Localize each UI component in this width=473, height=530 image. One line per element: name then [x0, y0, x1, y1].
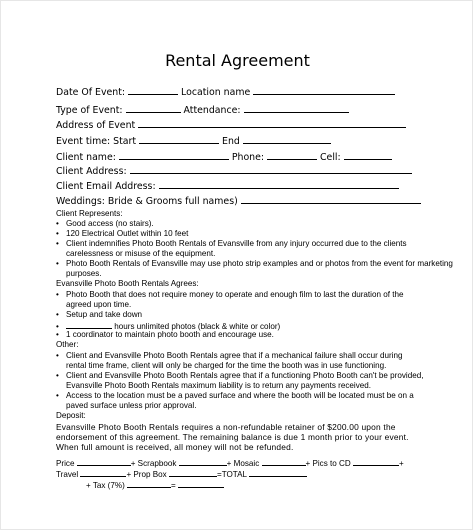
client-contact-row: [56, 151, 392, 164]
travel-label: Travel: [56, 470, 79, 479]
total-label: =TOTAL: [216, 470, 247, 479]
list-item: • Client indemnifies Photo Booth Rentals of Evansville from any injury occurred due to the clients: [56, 239, 407, 248]
list-item: • Good access (no stairs).: [56, 219, 154, 228]
mosaic-label: + Mosaic: [226, 459, 260, 468]
location-name-blank[interactable]: [253, 86, 395, 95]
type-of-event-label: Type of Event:: [56, 105, 123, 116]
scrapbook-label: + Scrapbook: [130, 459, 177, 468]
deposit-heading: Deposit:: [56, 411, 86, 420]
list-item-continuation: rental time frame, client will only be charged for the time the booth was in use functioning.: [66, 361, 387, 370]
deposit-line: endorsement of this agreement. The remaining balance is due 1 month prior to your event.: [56, 432, 409, 442]
list-item-continuation: agreed upon time.: [66, 300, 132, 309]
client-name-blank[interactable]: [119, 151, 229, 160]
weddings-row: [56, 195, 421, 208]
list-item: • Access to the location must be a paved surface and where the booth will be located must be on a: [56, 391, 414, 400]
client-name-label: Client name:: [56, 152, 116, 163]
price-label: Price: [56, 459, 75, 468]
list-item: • Photo Booth that does not require money to operate and enough film to last the duration of the: [56, 290, 404, 299]
weddings-label: Weddings: Bride & Grooms full names): [56, 196, 238, 207]
end-label: End: [222, 136, 240, 147]
list-item: • 1 coordinator to maintain photo booth and encourage use.: [56, 330, 274, 339]
prop-box-label: + Prop Box: [126, 470, 167, 479]
total-blank[interactable]: [249, 468, 307, 477]
tax-label: + Tax (7%): [86, 481, 125, 490]
travel-blank[interactable]: [80, 468, 126, 477]
client-email-row: [56, 180, 399, 193]
list-item-continuation: purposes.: [66, 269, 102, 278]
other-heading: Other:: [56, 340, 79, 349]
list-item-continuation: paved surface unless prior approval.: [66, 401, 197, 410]
type-attendance-row: [56, 104, 349, 117]
client-address-row: [56, 165, 412, 178]
document-title: Rental Agreement: [165, 51, 310, 70]
attendance-blank[interactable]: [244, 104, 349, 113]
date-location-row: [56, 86, 395, 99]
client-address-blank[interactable]: [130, 165, 412, 174]
deposit-line: When full amount is received, all money will not be refunded.: [56, 442, 294, 452]
phone-label: Phone:: [231, 152, 265, 163]
phone-blank[interactable]: [267, 151, 317, 160]
prop-box-blank[interactable]: [169, 468, 217, 477]
price-blank[interactable]: [77, 457, 131, 466]
list-item-continuation: carelessness or misuse of the equipment.: [66, 249, 216, 258]
agrees-heading: Evansville Photo Booth Rentals Agrees:: [56, 279, 199, 288]
equals-label: =: [171, 481, 176, 490]
hours-blank[interactable]: [66, 320, 112, 329]
tax-blank[interactable]: [127, 479, 171, 488]
list-item-continuation: Evansville Photo Booth Rentals maximum liability is to return any payments received.: [66, 381, 372, 390]
attendance-label: Attendance:: [183, 105, 241, 116]
pics-to-cd-blank[interactable]: [353, 457, 399, 466]
type-of-event-blank[interactable]: [126, 104, 181, 113]
date-of-event-label: Date Of Event:: [56, 87, 126, 98]
list-item: • hours unlimited photos (black & white or color): [56, 322, 281, 331]
event-time-start-label: Event time: Start: [56, 136, 137, 147]
client-represents-heading: Client Represents:: [56, 209, 123, 218]
event-time-row: [56, 135, 331, 148]
event-time-start-blank[interactable]: [139, 135, 219, 144]
list-item: • Client and Evansville Photo Booth Rentals agree that if a functioning Photo Booth can't be provided,: [56, 371, 424, 380]
list-item: • Client and Evansville Photo Booth Rentals agree that if a mechanical failure shall occur during: [56, 351, 403, 360]
weddings-blank[interactable]: [241, 195, 421, 204]
cell-label: Cell:: [320, 152, 341, 163]
list-item: • 120 Electrical Outlet within 10 feet: [56, 229, 189, 238]
location-name-label: Location name: [181, 87, 251, 98]
client-email-label: Client Email Address:: [56, 181, 156, 192]
pics-to-cd-label: + Pics to CD: [305, 459, 351, 468]
pricing-row-3: [86, 479, 224, 492]
plus-label: +: [398, 459, 404, 468]
date-of-event-blank[interactable]: [128, 86, 178, 95]
grand-total-blank[interactable]: [178, 479, 224, 488]
address-of-event-blank[interactable]: [138, 119, 406, 128]
event-time-end-blank[interactable]: [243, 135, 331, 144]
scrapbook-blank[interactable]: [179, 457, 227, 466]
mosaic-blank[interactable]: [262, 457, 306, 466]
address-of-event-label: Address of Event: [56, 120, 136, 131]
address-of-event-row: [56, 119, 406, 132]
list-item: • Photo Booth Rentals of Evansville may use photo strip examples and or photos from the event for marketing: [56, 259, 453, 268]
cell-blank[interactable]: [344, 151, 392, 160]
client-email-blank[interactable]: [159, 180, 399, 189]
client-address-label: Client Address:: [56, 166, 127, 177]
list-item: • Setup and take down: [56, 310, 143, 319]
deposit-line: Evansville Photo Booth Rentals requires a non-refundable retainer of $200.00 upon the: [56, 422, 396, 432]
